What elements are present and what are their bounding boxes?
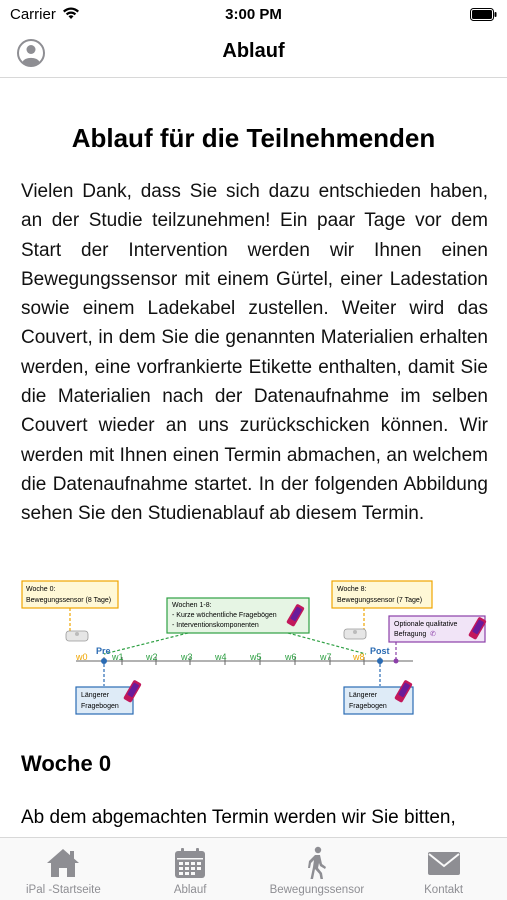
battery-icon: [470, 8, 497, 26]
tab-kontakt[interactable]: [380, 838, 507, 900]
post-questionnaire-box: [344, 679, 413, 714]
walking-person-icon: [254, 846, 381, 880]
tab-kontakt-label: Kontakt: [424, 884, 464, 896]
week-label-w8: w8: [353, 652, 365, 662]
week-label-w7: w7: [320, 652, 332, 662]
week-label-w6: w6: [285, 652, 297, 662]
intro-paragraph: Vielen Dank, dass Sie sich dazu entschieden haben, an der Studie teilzunehmen! Ein paar Tage vor dem Start der Intervention werden wir Ihnen einen Bewegungssensor mit einem Gürtel, einer Ladestation sowie einem Ladekabel zustellen. Weiter wird das Couvert, in dem Sie die genannten Materialien erhalten werden, eine vorfrankierte Etikette enthalten, damit Sie die Materialien nach der Datenaufnahme im selben Couvert wieder an uns zurückschicken können. Wir werden mit Ihnen einen Termin abmachen, an welchem die Datenaufnahme startet. In der folgenden Abbildung sehen Sie den Studienablauf ab diesem Termin.: [21, 181, 488, 525]
calendar-icon: [127, 846, 254, 880]
navigation-bar: [0, 30, 507, 78]
clock-label: 3:00 PM: [225, 6, 282, 23]
sensor-icon-right: [344, 629, 366, 639]
week-label-w3: w3: [181, 652, 193, 662]
content-heading: Ablauf für die Teilnehmenden: [71, 123, 436, 153]
post-box-line1: Längerer: [349, 692, 378, 699]
week-labels: [75, 652, 365, 662]
post-box-line2: Fragebogen: [349, 703, 387, 710]
weeks-1-8-title: Wochen 1-8:: [172, 602, 212, 609]
page-title: Ablauf: [222, 40, 285, 62]
week0-text: Bewegungssensor (8 Tage): [26, 597, 112, 604]
sensor-icon-left: [66, 631, 88, 641]
tab-bar: [0, 837, 507, 900]
optional-interview-box: [389, 616, 487, 642]
home-icon: [0, 846, 127, 880]
pre-box-line2: Fragebogen: [81, 703, 119, 710]
week-label-w5: w5: [250, 652, 262, 662]
content-scroll-area[interactable]: [0, 79, 507, 837]
weeks-1-8-box: [167, 598, 309, 633]
tab-home-label: iPal -Startseite: [25, 884, 101, 896]
week8-box: [332, 581, 432, 608]
post-label: Post: [370, 646, 390, 656]
weeks-1-8-line1: - Kurze wöchentliche Fragebögen: [172, 612, 277, 619]
week-label-w1: w1: [112, 652, 124, 662]
week-label-w0: w0: [76, 652, 88, 662]
weeks-1-8-line2: - Interventionskomponenten: [172, 622, 259, 629]
week0-title: Woche 0:: [26, 586, 56, 593]
week-label-w4: w4: [215, 652, 227, 662]
mail-icon: [380, 846, 507, 880]
svg-text:✆: ✆: [430, 631, 436, 638]
tab-bewegungssensor-label: Bewegungssensor: [269, 884, 365, 896]
week8-text: Bewegungssensor (7 Tage): [337, 597, 423, 604]
week0-box: [22, 581, 118, 608]
optional-line1: Optionale qualitative: [394, 621, 458, 628]
pre-questionnaire-box: [76, 679, 142, 714]
pre-box-line1: Längerer: [81, 692, 110, 699]
carrier-label: Carrier: [10, 6, 56, 23]
week8-title: Woche 8:: [337, 586, 367, 593]
pre-label: Pre: [96, 646, 111, 656]
section-paragraph: Ab dem abgemachten Termin werden wir Sie bitten,: [21, 807, 456, 828]
study-timeline-diagram: [18, 576, 490, 721]
optional-line2: Befragung: [394, 631, 427, 638]
section-heading-woche-0: Woche 0: [21, 751, 112, 776]
week-label-w2: w2: [146, 652, 158, 662]
tab-bewegungssensor[interactable]: [254, 838, 381, 900]
tab-home[interactable]: [0, 838, 127, 900]
status-bar: [0, 0, 507, 30]
tab-ablauf[interactable]: [127, 838, 254, 900]
tab-ablauf-label: Ablauf: [173, 884, 207, 896]
